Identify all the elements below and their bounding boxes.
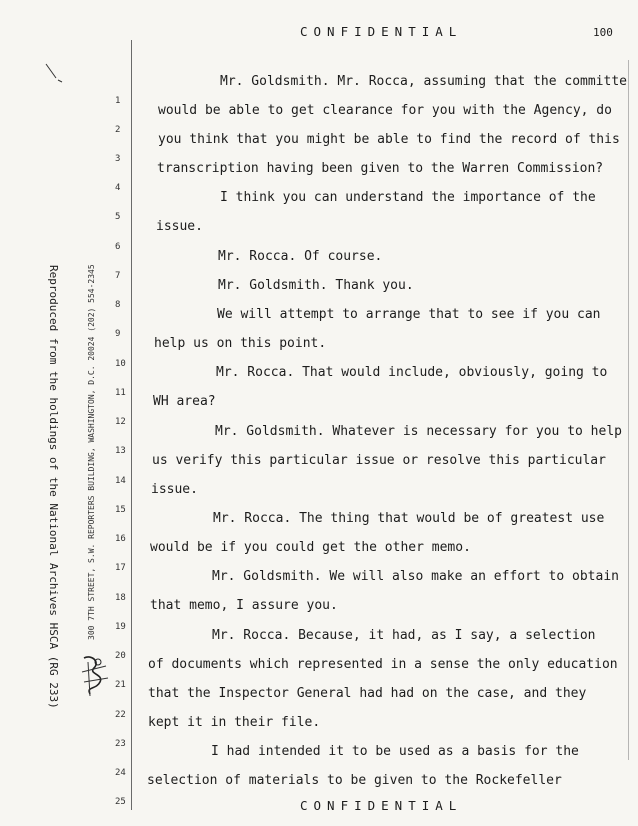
line-number: 4	[115, 183, 121, 193]
transcript-line: issue.	[156, 219, 203, 234]
line-number: 22	[115, 710, 126, 720]
line-number: 14	[115, 476, 126, 486]
transcript-line: Mr. Rocca. Of course.	[218, 249, 383, 264]
transcript-line: kept it in their file.	[148, 715, 321, 730]
page-number: 100	[593, 26, 613, 39]
transcript-line: Mr. Goldsmith. We will also make an effort to obtain	[212, 569, 619, 584]
line-number: 25	[115, 797, 126, 807]
line-number: 11	[115, 388, 126, 398]
line-number: 9	[115, 329, 121, 339]
line-number: 24	[115, 768, 126, 778]
transcript-line: of documents which represented in a sense the only education	[148, 657, 618, 672]
transcript-line: that memo, I assure you.	[150, 598, 338, 613]
transcript-line: Mr. Rocca. Because, it had, as I say, a selection	[212, 628, 596, 643]
transcript-line: transcription having been given to the Warren Commission?	[157, 161, 604, 176]
line-number: 7	[115, 271, 121, 281]
transcript-line: WH area?	[153, 394, 216, 409]
margin-rule	[131, 40, 132, 810]
transcript-line: would be if you could get the other memo.	[150, 540, 471, 555]
line-number: 12	[115, 417, 126, 427]
transcript-line: that the Inspector General had had on the case, and they	[148, 686, 587, 701]
line-number: 19	[115, 622, 126, 632]
transcript-line: Mr. Rocca. The thing that would be of greatest use	[213, 511, 605, 526]
line-number: 2	[115, 125, 121, 135]
transcript-line: I had intended it to be used as a basis for the	[211, 744, 579, 759]
line-number: 5	[115, 212, 121, 222]
transcript-line: Mr. Goldsmith. Thank you.	[218, 278, 414, 293]
confidential-header: CONFIDENTIAL	[300, 24, 463, 39]
transcript-line: Mr. Goldsmith. Whatever is necessary for you to help	[215, 424, 622, 439]
transcript-line: I think you can understand the importance of the	[220, 190, 596, 205]
reporting-firm-line: 300 7TH STREET, S.W. REPORTERS BUILDING, WASHINGTON, D.C. 20024 (202) 554-2345	[87, 264, 96, 640]
transcript-line: would be able to get clearance for you with the Agency, do	[158, 103, 612, 118]
line-number: 10	[115, 359, 126, 369]
confidential-footer: CONFIDENTIAL	[300, 798, 463, 813]
line-number: 18	[115, 593, 126, 603]
transcript-line: selection of materials to be given to the Rockefeller	[147, 773, 562, 788]
transcript-line: issue.	[151, 482, 198, 497]
line-number: 6	[115, 242, 121, 252]
right-edge-rule	[628, 60, 629, 760]
line-number: 20	[115, 651, 126, 661]
transcript-line: We will attempt to arrange that to see if you can	[217, 307, 601, 322]
line-number: 21	[115, 680, 126, 690]
line-number: 16	[115, 534, 126, 544]
line-number: 13	[115, 446, 126, 456]
archive-stamp-icon	[78, 652, 112, 700]
line-number: 8	[115, 300, 121, 310]
scan-mark-icon	[44, 62, 64, 86]
transcript-line: you think that you might be able to find the record of this	[158, 132, 620, 147]
transcript-line: Mr. Goldsmith. Mr. Rocca, assuming that the committe	[220, 74, 627, 89]
line-number: 23	[115, 739, 126, 749]
line-number: 15	[115, 505, 126, 515]
transcript-line: Mr. Rocca. That would include, obviously, going to	[216, 365, 608, 380]
line-number: 17	[115, 563, 126, 573]
transcript-line: us verify this particular issue or resolve this particular	[152, 453, 606, 468]
line-number: 1	[115, 96, 121, 106]
transcript-line: help us on this point.	[154, 336, 327, 351]
archive-note: Reproduced from the holdings of the National Archives HSCA (RG 233)	[47, 265, 60, 709]
line-number: 3	[115, 154, 121, 164]
